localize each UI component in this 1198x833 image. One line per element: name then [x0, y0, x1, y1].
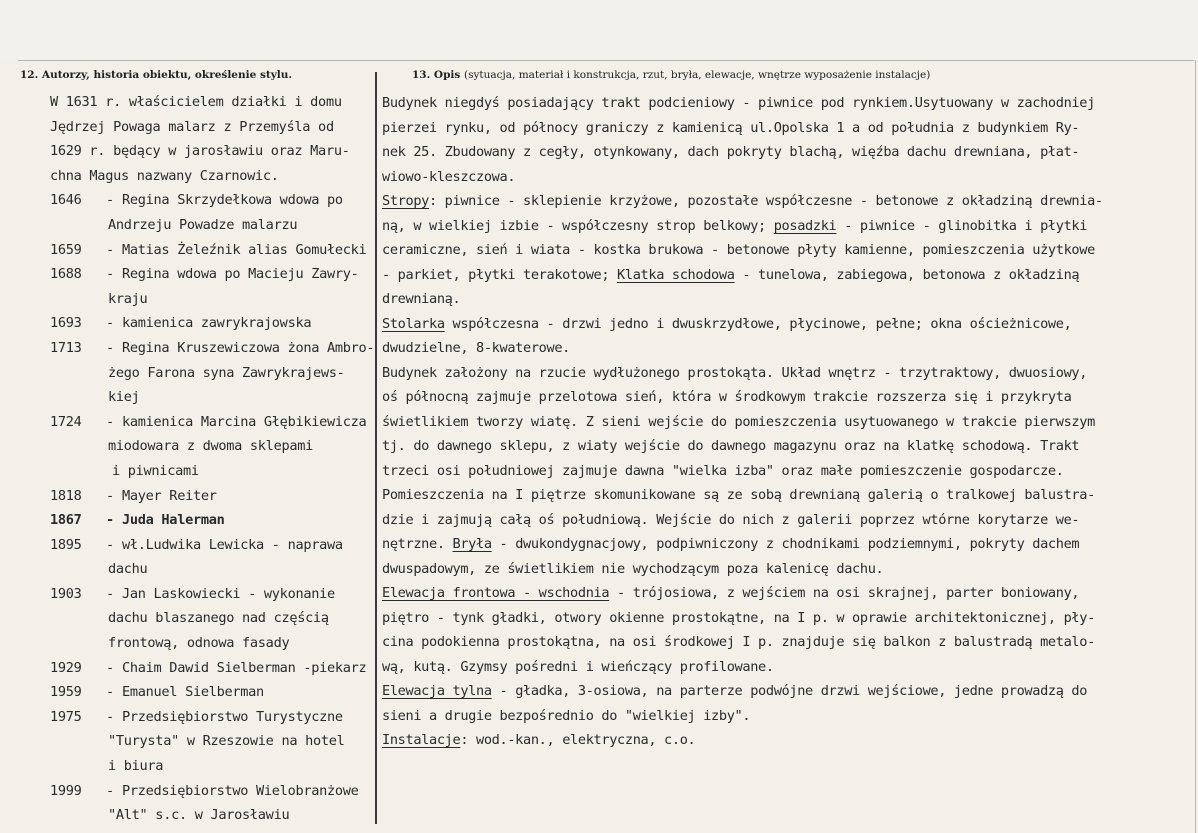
section-13-subtitle: (sytuacja, materiał i konstrukcja, rzut, bryła, elewacje, wnętrze wyposażenie instalacje): [463, 69, 931, 81]
description-line: [382, 214, 1187, 239]
description-line: ceramiczne, sień i wiata - kostka brukowa - betonowe płyty kamienne, pomieszczenia użytkowe: [382, 242, 1095, 258]
entry-year: 1975: [50, 708, 82, 725]
entry-text: Przedsiębiorstwo Wielobranżowe: [122, 782, 359, 799]
section-12-header: 12. Autorzy, historia obiektu, określenie stylu.: [20, 69, 293, 81]
entry-text: i biura: [108, 758, 164, 775]
history-intro-line: W 1631 r. właścicielem działki i domu: [50, 94, 342, 110]
entry-year: 1818: [50, 487, 82, 504]
history-column: [50, 90, 375, 828]
description-line: [382, 312, 1187, 337]
entry-text: dachu: [108, 561, 148, 578]
description-line: Budynek założony na rzucie wydłużonego prostokąta. Układ wnętrz - trzytraktowy, dwuosiowy,: [382, 364, 1088, 381]
description-text: - dwukondygnacjowy, podpiwniczony z chodnikami podziemnymi, pokryty dachem: [491, 536, 1080, 552]
entry-year: 1903: [50, 585, 82, 602]
description-line: pierzei rynku, od północy graniczy z kamienicą ul.Opolska 1 a od południa z budynkiem Ry-: [382, 119, 1080, 136]
entry-text: kamienica Marcina Głębikiewicza: [122, 413, 367, 430]
entry-text: Regina Skrzydełkowa wdowa po: [122, 192, 343, 209]
entry-year: 1895: [50, 536, 82, 553]
description-line: Pomieszczenia na I piętrze skomunikowane są ze sobą drewnianą galerią o tralkowej balustra-: [382, 487, 1095, 503]
description-line: [382, 263, 1187, 288]
entry-text: Juda Halerman: [122, 512, 225, 529]
history-entry: 1724 - kamienica Marcina Głębikiewicza: [50, 410, 372, 435]
entry-text: Emanuel Sielberman: [122, 684, 264, 701]
description-text: - piwnice - glinobitka i płytki: [836, 217, 1088, 234]
description-text: współczesna - drzwi jedno i dwuskrzydłowe, płycinowe, pełne; okna ościeżnicowe,: [444, 315, 1072, 332]
entry-text: frontową, odnowa fasady: [108, 635, 290, 652]
entry-text: kiej: [108, 389, 140, 406]
description-text: nętrzne.: [382, 536, 453, 552]
history-entry: 1713 - Regina Kruszewiczowa żona Ambro-: [50, 336, 372, 361]
entry-text: Chaim Dawid Sielberman -piekarz: [122, 659, 367, 676]
history-entry: 1959 - Emanuel Sielberman: [50, 680, 372, 705]
entry-text: "Alt" s.c. w Jarosławiu: [108, 807, 290, 824]
description-line: piętro - tynk gładki, otwory okienne prostokątne, na I p. w oprawie architektonicznej, pły-: [382, 609, 1095, 626]
history-entry: 1693 - kamienica zawrykrajowska: [50, 311, 372, 336]
description-text: : piwnice - sklepienie krzyżowe, pozostałe współczesne - betonowe z okładziną drewnia-: [429, 193, 1103, 209]
entry-text: Regina wdowa po Macieju Zawry-: [122, 266, 359, 283]
entry-year: 1646: [50, 192, 82, 209]
entry-year: 1867: [50, 512, 82, 529]
card-top-margin: [0, 0, 1198, 60]
history-entry: 1999 - Przedsiębiorstwo Wielobranżowe: [50, 779, 372, 804]
entry-text: Jan Laskowiecki - wykonanie: [122, 585, 335, 602]
description-line: dwudzielne, 8-kwaterowe.: [382, 340, 571, 356]
entry-text: kraju: [108, 290, 148, 307]
section-13-header: [412, 69, 930, 81]
stolarka-heading: Stolarka: [382, 315, 445, 332]
history-intro-line: Jędrzej Powaga malarz z Przemyśla od: [50, 118, 334, 135]
entry-text: wł.Ludwika Lewicka - naprawa: [122, 536, 343, 553]
description-line: trzeci osi południowej zajmuje dawna "wielka izba" oraz małe pomieszczenie gospodarcze.: [382, 462, 1064, 479]
history-intro-line: chna Magus nazwany Czarnowic.: [50, 167, 279, 184]
entry-year: 1713: [50, 339, 82, 356]
entry-text: kamienica zawrykrajowska: [122, 315, 312, 332]
entry-text: dachu blaszanego nad częścią: [108, 610, 329, 627]
description-line: nek 25. Zbudowany z cegły, otynkowany, dach pokryty blachą, więźba dachu drewniana, płat-: [382, 144, 1080, 160]
entry-year: 1929: [50, 659, 82, 676]
description-text: - parkiet, płytki terakotowe;: [382, 266, 618, 283]
history-entry: 1867 - Juda Halerman: [50, 508, 372, 533]
entry-year: 1659: [50, 241, 82, 258]
entry-year: 1693: [50, 315, 82, 332]
section-13-title: 13. Opis: [412, 69, 461, 81]
history-entry: 1818 - Mayer Reiter: [50, 484, 372, 509]
description-line: tj. do dawnego sklepu, z wiaty wejście do dawnego magazynu oraz na klatkę schodową. Trakt: [382, 438, 1080, 454]
description-text: - tunelowa, zabiegowa, betonowa z okładziną: [734, 266, 1080, 283]
history-entry: 1929 - Chaim Dawid Sielberman -piekarz: [50, 656, 372, 681]
entry-text: Andrzeju Powadze malarzu: [108, 216, 298, 233]
entry-text: "Turysta" w Rzeszowie na hotel: [108, 733, 345, 750]
history-entry: 1646 - Regina Skrzydełkowa wdowa po: [50, 188, 372, 213]
elewacja-frontowa-heading: Elewacja frontowa - wschodnia: [382, 585, 610, 601]
history-entry: 1659 - Matias Żeleźnik alias Gomułecki: [50, 238, 372, 263]
entry-year: 1959: [50, 684, 82, 701]
entry-text: żego Farona syna Zawrykrajews-: [108, 364, 345, 381]
description-text: - trójosiowa, z wejściem na osi skrajnej, parter boniowany,: [609, 585, 1080, 601]
posadzki-heading: posadzki: [773, 217, 837, 234]
history-entry: 1688 - Regina wdowa po Macieju Zawry-: [50, 262, 372, 287]
description-column: [382, 91, 1187, 753]
entry-text: miodowara z dwoma sklepami: [108, 438, 313, 455]
right-edge-rule: [1195, 60, 1196, 833]
entry-year: 1688: [50, 266, 82, 283]
entry-year: 1724: [50, 413, 82, 430]
history-intro-line: 1629 r. będący w jarosławiu oraz Maru-: [50, 143, 350, 160]
klatka-heading: Klatka schodowa: [617, 266, 735, 283]
description-line: [382, 189, 1187, 214]
description-line: dwuspadowym, ze świetlikiem nie wychodzącym poza kalenicę dachu.: [382, 560, 884, 577]
entry-text: Mayer Reiter: [122, 487, 217, 504]
description-line: świetlikiem tworzy wiatę. Z sieni wejście do pomieszczenia usytuowanego w trakcie pierwszym: [382, 413, 1095, 430]
description-line: wą, kutą. Gzymsy pośredni i wieńczący profilowane.: [382, 658, 774, 675]
description-line: [382, 679, 1187, 704]
entry-text: Przedsiębiorstwo Turystyczne: [122, 708, 343, 725]
stropy-heading: Stropy: [382, 193, 430, 209]
instalacje-heading: Instalacje: [382, 732, 461, 748]
description-line: [382, 728, 1187, 753]
entry-text: Matias Żeleźnik alias Gomułecki: [122, 241, 367, 258]
description-line: [382, 532, 1187, 557]
entry-text: Regina Kruszewiczowa żona Ambro-: [122, 339, 375, 356]
entry-text: i piwnicami: [112, 462, 199, 479]
history-entry: 1975 - Przedsiębiorstwo Turystyczne: [50, 705, 372, 730]
description-line: [382, 581, 1187, 606]
description-line: oś północną zajmuje przelotowa sień, która w środkowym trakcie rozszerza się i przykryta: [382, 389, 1072, 405]
description-line: cina podokienna prostokątna, na osi środkowej I p. znajduje się balkon z balustradą metalo-: [382, 634, 1095, 650]
bryla-heading: Bryła: [452, 536, 492, 552]
top-rule: [18, 60, 1194, 61]
description-line: Budynek niegdyś posiadający trakt podcieniowy - piwnice pod rynkiem.Usytuowany w zachodniej: [382, 95, 1095, 111]
elewacja-tylna-heading: Elewacja tylna: [382, 683, 492, 699]
description-text: ną, w wielkiej izbie - współczesny strop belkowy;: [382, 217, 774, 234]
history-entry: 1895 - wł.Ludwika Lewicka - naprawa: [50, 533, 372, 558]
description-line: wiowo-kleszczowa.: [382, 168, 516, 185]
column-divider: [375, 72, 377, 824]
description-line: dzie i zajmują całą oś południową. Wejście do nich z galerii poprzez wtórne korytarze we-: [382, 511, 1080, 528]
description-text: - gładka, 3-osiowa, na parterze podwójne drzwi wejściowe, jedne prowadzą do: [491, 683, 1088, 699]
description-line: drewnianą.: [382, 291, 461, 307]
entry-year: 1999: [50, 782, 82, 799]
history-entry: 1903 - Jan Laskowiecki - wykonanie: [50, 582, 372, 607]
description-line: sieni a drugie bezpośrednio do "wielkiej izby".: [382, 707, 751, 724]
description-text: : wod.-kan., elektryczna, c.o.: [460, 732, 696, 748]
